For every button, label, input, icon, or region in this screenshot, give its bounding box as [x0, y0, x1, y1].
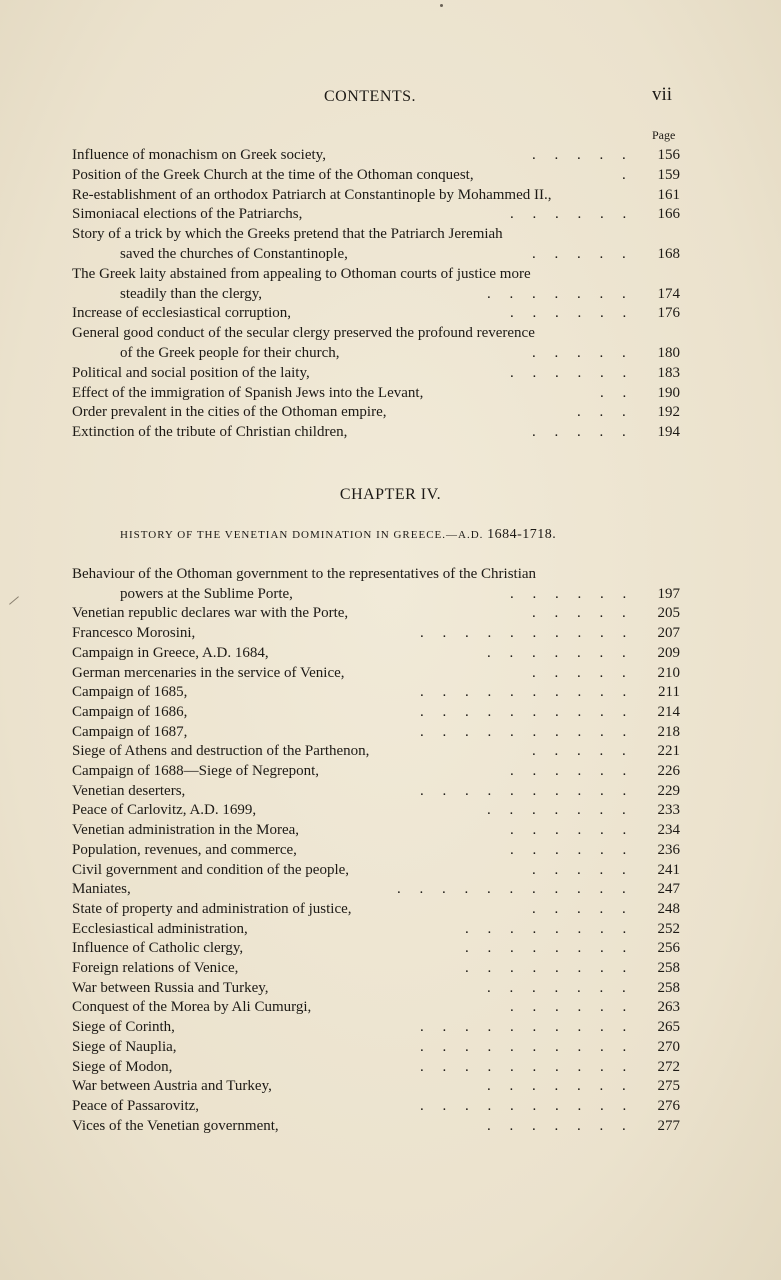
entry-leader-dots: . . . . . . . — [487, 644, 626, 661]
entry-page-number: 194 — [657, 424, 680, 441]
entry-title: Simoniacal elections of the Patriarchs, — [72, 206, 303, 223]
contents-entry — [0, 1076, 781, 1096]
contents-entry — [0, 702, 781, 722]
entry-title: Civil government and condition of the people, — [72, 861, 350, 878]
contents-entry — [0, 781, 781, 801]
entry-title: Influence of monachism on Greek society, — [72, 147, 326, 163]
contents-entry — [0, 722, 781, 742]
entry-page-number: 190 — [657, 384, 680, 401]
entry-page-number: 168 — [657, 246, 680, 262]
entry-title: Francesco Morosini, — [72, 625, 196, 642]
entry-page-number: 161 — [657, 186, 680, 203]
contents-entry — [0, 145, 781, 165]
entry-title: Increase of ecclesiastical corruption, — [72, 305, 292, 322]
entry-leader-dots: . . — [600, 384, 627, 401]
entry-title: Campaign in Greece, A.D. 1684, — [72, 644, 269, 661]
contents-entry — [0, 1096, 781, 1116]
contents-entry — [0, 343, 781, 363]
entry-leader-dots: . . . . . . — [510, 206, 627, 223]
entry-page-number: 234 — [657, 822, 680, 839]
entry-leader-dots: . . . . . — [532, 743, 626, 760]
running-header — [0, 84, 781, 114]
entry-page-number: 252 — [657, 920, 680, 937]
entry-leader-dots: . . . . . . . — [487, 1117, 626, 1134]
entry-leader-dots: . . . . . — [532, 345, 626, 361]
entry-page-number: 226 — [657, 763, 680, 779]
entry-title: Campaign of 1685, — [72, 684, 188, 701]
entry-title: Venetian administration in the Morea, — [72, 822, 300, 839]
contents-entry — [0, 820, 781, 840]
chapter-subtitle-text: HISTORY OF THE VENETIAN DOMINATION IN GREECE.—A.D. — [120, 529, 484, 541]
entry-title: Order prevalent in the cities of the Othoman empire, — [72, 404, 387, 421]
entry-page-number: 174 — [657, 285, 680, 302]
entry-page-number: 277 — [657, 1117, 680, 1134]
entry-page-number: 210 — [657, 664, 680, 681]
entry-title: Siege of Nauplia, — [72, 1038, 177, 1055]
entry-page-number: 214 — [657, 703, 680, 720]
entry-title: Venetian deserters, — [72, 782, 186, 799]
entry-title: Campaign of 1687, — [72, 723, 188, 740]
contents-entry — [0, 919, 781, 939]
entry-page-number: 183 — [657, 364, 680, 381]
entry-title: saved the churches of Constantinople, — [120, 246, 348, 262]
entry-title: War between Austria and Turkey, — [72, 1078, 272, 1095]
contents-entry — [0, 938, 781, 958]
entry-leader-dots: . . . . . . . . . . — [420, 1058, 627, 1075]
entry-title: Campaign of 1688—Siege of Negrepont, — [72, 763, 320, 779]
entry-leader-dots: . . . . . — [532, 246, 626, 262]
entry-leader-dots: . . . . . . . — [487, 1078, 626, 1095]
entry-leader-dots: . . . . . . — [510, 763, 627, 779]
entry-leader-dots: . . . . . . — [510, 585, 627, 602]
entry-title: Siege of Modon, — [72, 1058, 173, 1075]
entry-page-number: 221 — [657, 743, 680, 760]
entry-title: Peace of Passarovitz, — [72, 1097, 200, 1114]
contents-entry — [0, 264, 781, 284]
chapter-years: 1684-1718. — [487, 527, 557, 542]
entry-title: Foreign relations of Venice, — [72, 960, 239, 976]
entry-title: Vices of the Venetian government, — [72, 1117, 279, 1134]
entry-leader-dots: . . . . . . — [510, 305, 627, 322]
contents-entry — [0, 402, 781, 422]
entry-title: Maniates, — [72, 881, 131, 898]
entry-leader-dots: . . . . . . . . . . . — [397, 881, 626, 898]
entry-leader-dots: . . . . . — [532, 147, 626, 163]
entry-page-number: 197 — [657, 585, 680, 602]
entry-page-number: 166 — [657, 206, 680, 223]
entry-title: Behaviour of the Othoman government to the representatives of the Christian — [72, 566, 537, 582]
entry-page-number: 258 — [657, 979, 680, 996]
contents-entry — [0, 800, 781, 820]
entry-leader-dots: . . . . . — [532, 605, 626, 622]
entry-page-number: 276 — [657, 1097, 680, 1114]
entry-title: Influence of Catholic clergy, — [72, 940, 244, 957]
entry-leader-dots: . — [622, 166, 626, 183]
entry-title: Extinction of the tribute of Christian children, — [72, 424, 348, 441]
contents-entry — [0, 1057, 781, 1077]
entry-title: Peace of Carlovitz, A.D. 1699, — [72, 802, 257, 819]
contents-entry — [0, 363, 781, 383]
page-number: vii — [652, 84, 673, 105]
entry-page-number: 241 — [657, 861, 680, 878]
contents-entry — [0, 997, 781, 1017]
entry-title: Siege of Corinth, — [72, 1019, 175, 1036]
entry-title: Ecclesiastical administration, — [72, 920, 248, 937]
page-column-label: Page — [652, 128, 676, 142]
contents-entry — [0, 761, 781, 781]
entry-title: Re-establishment of an orthodox Patriarch at Constantinople by Mohammed II., — [72, 186, 552, 203]
entry-leader-dots: . . . . . . — [510, 364, 627, 381]
entry-leader-dots: . . . . . . — [510, 999, 627, 1016]
contents-entry — [0, 643, 781, 663]
entry-page-number: 272 — [657, 1058, 680, 1075]
entry-page-number: 207 — [657, 625, 680, 642]
entry-page-number: 209 — [657, 644, 680, 661]
entry-leader-dots: . . . . . . . . — [465, 960, 627, 976]
contents-entry — [0, 879, 781, 899]
entry-title: Conquest of the Morea by Ali Cumurgi, — [72, 999, 312, 1016]
entry-leader-dots: . . . . . — [532, 861, 626, 878]
entry-title: General good conduct of the secular clergy preserved the profound reverence — [72, 325, 535, 342]
entry-leader-dots: . . . . . . . . . . — [420, 625, 627, 642]
contents-entry — [0, 244, 781, 264]
contents-entry — [0, 958, 781, 978]
entry-page-number: 180 — [657, 345, 680, 361]
contents-entry — [0, 584, 781, 604]
entry-title: Population, revenues, and commerce, — [72, 841, 297, 858]
entry-leader-dots: . . . . . . . . . . — [420, 684, 627, 701]
entry-page-number: 258 — [657, 960, 680, 976]
entry-leader-dots: . . . . . — [532, 424, 626, 441]
entry-page-number: 275 — [657, 1078, 680, 1095]
contents-entry — [0, 303, 781, 323]
contents-entry — [0, 1116, 781, 1136]
entry-page-number: 218 — [657, 723, 680, 740]
entry-page-number: 156 — [657, 147, 680, 163]
entry-title: State of property and administration of justice, — [72, 900, 352, 917]
entry-leader-dots: . . . . . — [532, 664, 626, 681]
contents-entry — [0, 185, 781, 205]
contents-entry — [0, 564, 781, 584]
entry-leader-dots: . . . . . . — [510, 822, 627, 839]
contents-entry — [0, 603, 781, 623]
entry-page-number: 176 — [657, 305, 680, 322]
entry-title: Story of a trick by which the Greeks pretend that the Patriarch Jeremiah — [72, 226, 503, 243]
entry-page-number: 233 — [657, 802, 680, 819]
entry-title: Political and social position of the laity, — [72, 364, 310, 381]
entry-leader-dots: . . . . . . . . . . — [420, 1038, 627, 1055]
contents-entry — [0, 323, 781, 343]
contents-entry — [0, 623, 781, 643]
entry-page-number: 229 — [657, 782, 680, 799]
contents-entry — [0, 663, 781, 683]
contents-entry — [0, 422, 781, 442]
entry-title: The Greek laity abstained from appealing to Othoman courts of justice more — [72, 265, 531, 282]
contents-entry — [0, 284, 781, 304]
entry-title: powers at the Sublime Porte, — [120, 585, 293, 602]
entry-title: Campaign of 1686, — [72, 703, 188, 720]
entry-leader-dots: . . . . . — [532, 900, 626, 917]
entry-page-number: 159 — [657, 166, 680, 183]
entry-title: Effect of the immigration of Spanish Jews into the Levant, — [72, 384, 424, 401]
running-title: CONTENTS. — [324, 88, 417, 105]
contents-entry — [0, 741, 781, 761]
entry-leader-dots: . . . . . . . . . . — [420, 1097, 627, 1114]
entry-leader-dots: . . . . . . . . . . — [420, 703, 627, 720]
entry-leader-dots: . . . . . . — [510, 841, 627, 858]
entry-page-number: 247 — [657, 881, 680, 898]
entry-leader-dots: . . . . . . . . . . — [420, 1019, 627, 1036]
contents-entry — [0, 383, 781, 403]
entry-title: German mercenaries in the service of Venice, — [72, 664, 345, 681]
entry-title: Position of the Greek Church at the time of the Othoman conquest, — [72, 166, 474, 183]
contents-entry — [0, 682, 781, 702]
entry-page-number: 205 — [657, 605, 680, 622]
entry-title: Venetian republic declares war with the Porte, — [72, 605, 349, 622]
chapter-subtitle — [120, 527, 556, 543]
entry-leader-dots: . . . — [577, 404, 626, 421]
entry-leader-dots: . . . . . . . — [487, 979, 626, 996]
entry-page-number: 270 — [657, 1038, 680, 1055]
entry-leader-dots: . . . . . . . — [487, 802, 626, 819]
entry-leader-dots: . . . . . . . . . . — [420, 782, 627, 799]
contents-entry — [0, 165, 781, 185]
contents-entry — [0, 224, 781, 244]
entry-page-number: 211 — [658, 684, 680, 701]
entry-page-number: 236 — [657, 841, 680, 858]
contents-entry — [0, 1017, 781, 1037]
entry-leader-dots: . . . . . . . — [487, 285, 626, 302]
entry-page-number: 192 — [657, 404, 680, 421]
entry-title: War between Russia and Turkey, — [72, 979, 269, 996]
entry-page-number: 256 — [657, 940, 680, 957]
contents-entry — [0, 840, 781, 860]
contents-entry — [0, 899, 781, 919]
entry-leader-dots: . . . . . . . . — [465, 940, 627, 957]
entry-title: Siege of Athens and destruction of the Parthenon, — [72, 743, 370, 760]
contents-entry — [0, 978, 781, 998]
stray-mark — [440, 4, 443, 7]
entry-page-number: 263 — [657, 999, 680, 1016]
entry-leader-dots: . . . . . . . . — [465, 920, 627, 937]
contents-entry — [0, 1037, 781, 1057]
contents-entry — [0, 204, 781, 224]
entry-page-number: 248 — [657, 900, 680, 917]
contents-entry — [0, 860, 781, 880]
entry-title: steadily than the clergy, — [120, 285, 263, 302]
entry-leader-dots: . . . . . . . . . . — [420, 723, 627, 740]
chapter-title: CHAPTER IV. — [339, 486, 442, 503]
entry-title: of the Greek people for their church, — [120, 345, 340, 361]
entry-page-number: 265 — [657, 1019, 680, 1036]
